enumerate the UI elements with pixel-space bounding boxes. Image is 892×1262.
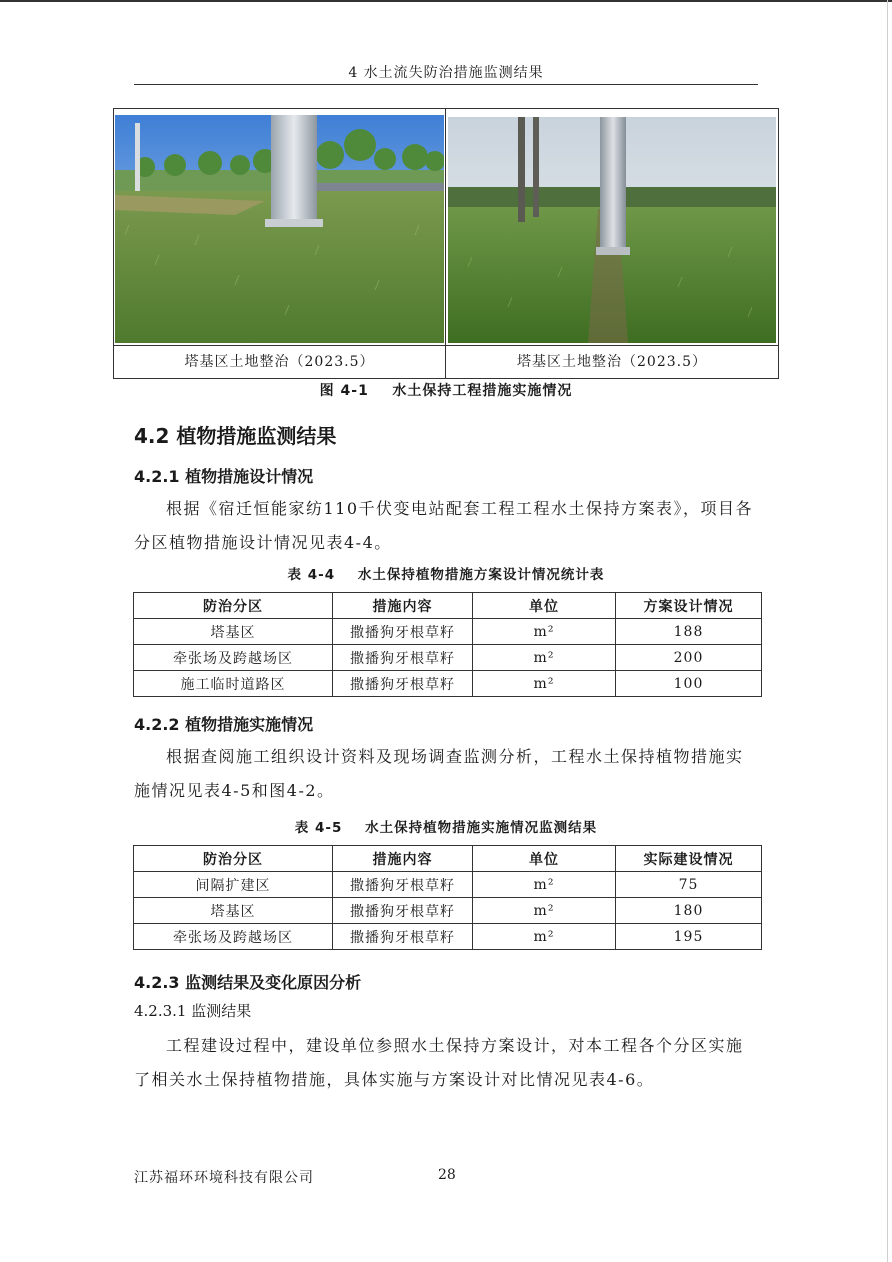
subsubsection-heading-4231: 4.2.3.1 监测结果: [134, 1002, 252, 1020]
subsection-heading-422: 4.2.2 植物措施实施情况: [134, 715, 314, 734]
table-cell: 塔基区: [134, 619, 333, 645]
running-header: 4 水土流失防治措施监测结果: [348, 65, 544, 81]
table-cell: m²: [473, 671, 616, 697]
table-cell: 撒播狗牙根草籽: [333, 924, 473, 950]
table-4-4-title: 表 4-4 水土保持植物措施方案设计情况统计表: [287, 567, 605, 583]
section-heading: 4.2 植物措施监测结果: [134, 424, 337, 448]
table-cell: 牵张场及跨越场区: [134, 645, 333, 671]
table-cell: 撒播狗牙根草籽: [333, 898, 473, 924]
figure-table: [113, 108, 779, 379]
table-cell: m²: [473, 898, 616, 924]
header-rule: [134, 84, 758, 85]
table-cell: m²: [473, 924, 616, 950]
column-header: 单位: [473, 846, 616, 872]
table-row: [134, 645, 762, 671]
table-4-5: [133, 845, 762, 950]
subsection-heading-421: 4.2.1 植物措施设计情况: [134, 467, 314, 486]
table-cell: m²: [473, 619, 616, 645]
table-header-row: [134, 593, 762, 619]
table-4-5-title: 表 4-5 水土保持植物措施实施情况监测结果: [294, 820, 598, 836]
photo-tower-base-field-1: [115, 115, 444, 343]
table-cell: 撒播狗牙根草籽: [333, 872, 473, 898]
footer-company: 江苏福环环境科技有限公司: [134, 1170, 314, 1186]
column-header: 单位: [473, 593, 616, 619]
paragraph-422: 根据查阅施工组织设计资料及现场调查监测分析，工程水土保持植物措施实施情况见表4-5和图4-2。: [134, 747, 744, 800]
table-cell: 牵张场及跨越场区: [134, 924, 333, 950]
photo-caption-1: 塔基区土地整治（2023.5）: [184, 354, 375, 370]
table-cell: 188: [616, 619, 762, 645]
table-row: [134, 872, 762, 898]
table-header-row: [134, 846, 762, 872]
column-header: 措施内容: [333, 846, 473, 872]
table-cell: 75: [616, 872, 762, 898]
table-cell: 撒播狗牙根草籽: [333, 619, 473, 645]
table-cell: 180: [616, 898, 762, 924]
table-row: [134, 619, 762, 645]
table-cell: 撒播狗牙根草籽: [333, 645, 473, 671]
figure-title: 图 4-1 水土保持工程措施实施情况: [319, 383, 573, 399]
figure-vertical-divider: [445, 109, 446, 378]
table-cell: m²: [473, 645, 616, 671]
table-cell: 施工临时道路区: [134, 671, 333, 697]
table-cell: m²: [473, 872, 616, 898]
column-header: 防治分区: [134, 846, 333, 872]
column-header: 实际建设情况: [616, 846, 762, 872]
table-cell: 200: [616, 645, 762, 671]
table-row: [134, 898, 762, 924]
column-header: 措施内容: [333, 593, 473, 619]
table-cell: 100: [616, 671, 762, 697]
column-header: 防治分区: [134, 593, 333, 619]
table-cell: 撒播狗牙根草籽: [333, 671, 473, 697]
paragraph-423: 工程建设过程中，建设单位参照水土保持方案设计，对本工程各个分区实施了相关水土保持植物措施，具体实施与方案设计对比情况见表4-6。: [134, 1036, 744, 1089]
right-border: [887, 0, 888, 1262]
table-4-4: [133, 592, 762, 697]
table-row: [134, 924, 762, 950]
column-header: 方案设计情况: [616, 593, 762, 619]
table-cell: 塔基区: [134, 898, 333, 924]
top-border: [0, 0, 892, 2]
table-cell: 间隔扩建区: [134, 872, 333, 898]
subsection-heading-423: 4.2.3 监测结果及变化原因分析: [134, 973, 362, 992]
photo-caption-2: 塔基区土地整治（2023.5）: [517, 354, 707, 370]
photo-tower-base-field-2: [448, 117, 776, 343]
page-number: 28: [438, 1167, 456, 1183]
table-row: [134, 671, 762, 697]
paragraph-421: 根据《宿迁恒能家纺110千伏变电站配套工程工程水土保持方案表》，项目各分区植物措施设计情况见表4-4。: [134, 499, 754, 552]
table-cell: 195: [616, 924, 762, 950]
